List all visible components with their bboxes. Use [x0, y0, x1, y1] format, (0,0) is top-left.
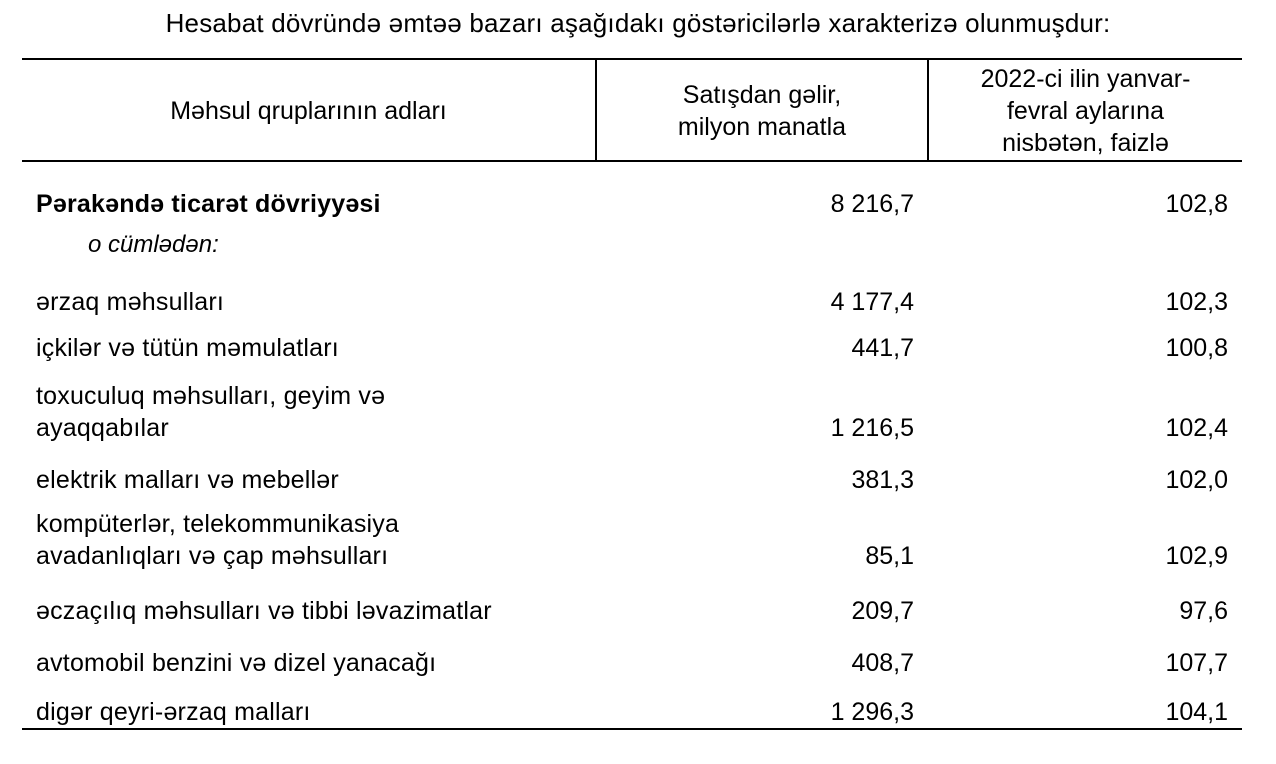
- subtotal-label: o cümlədən:: [88, 231, 219, 258]
- row-percent: 97,6: [1179, 597, 1228, 625]
- total-row-revenue: 8 216,7: [830, 190, 914, 218]
- row-name: ərzaq məhsulları: [36, 288, 225, 316]
- row-percent: 104,1: [1165, 698, 1228, 726]
- table-caption: Hesabat dövründə əmtəə bazarı aşağıdakı göstəricilərlə xarakterizə olunmuşdur:: [165, 8, 1111, 38]
- header-bottom-rule: [22, 160, 1242, 162]
- row-revenue: 4 177,4: [830, 288, 914, 316]
- table-bottom-rule: [22, 728, 1242, 730]
- row-percent: 107,7: [1165, 649, 1228, 677]
- row-name: toxuculuq məhsulları, geyim və ayaqqabılar: [36, 382, 386, 442]
- row-name: elektrik malları və mebellər: [36, 466, 339, 494]
- total-row-percent: 102,8: [1165, 190, 1228, 218]
- row-revenue: 209,7: [851, 597, 914, 625]
- row-revenue: 85,1: [865, 542, 914, 570]
- row-name: kompüterlər, telekommunikasiya avadanlıqları və çap məhsulları: [36, 510, 400, 570]
- row-revenue: 1 296,3: [830, 698, 914, 726]
- row-percent: 102,4: [1165, 414, 1228, 442]
- row-name: avtomobil benzini və dizel yanacağı: [36, 649, 437, 677]
- row-percent: 100,8: [1165, 334, 1228, 362]
- row-name: əczaçılıq məhsulları və tibbi ləvazimatlar: [36, 597, 492, 625]
- row-percent: 102,0: [1165, 466, 1228, 494]
- row-name: içkilər və tütün məmulatları: [36, 334, 339, 362]
- row-percent: 102,3: [1165, 288, 1228, 316]
- row-revenue: 1 216,5: [830, 414, 914, 442]
- header-product-groups: Məhsul qruplarının adları: [170, 97, 447, 125]
- total-row-name: Pərakəndə ticarət dövriyyəsi: [36, 190, 381, 218]
- header-revenue: Satışdan gəlir, milyon manatla: [677, 81, 847, 141]
- row-name: digər qeyri-ərzaq malları: [36, 698, 311, 726]
- row-revenue: 381,3: [851, 466, 914, 494]
- row-percent: 102,9: [1165, 542, 1228, 570]
- row-revenue: 441,7: [851, 334, 914, 362]
- header-percent: 2022-ci ilin yanvar- fevral aylarına nisbətən, faizlə: [980, 65, 1191, 157]
- row-revenue: 408,7: [851, 649, 914, 677]
